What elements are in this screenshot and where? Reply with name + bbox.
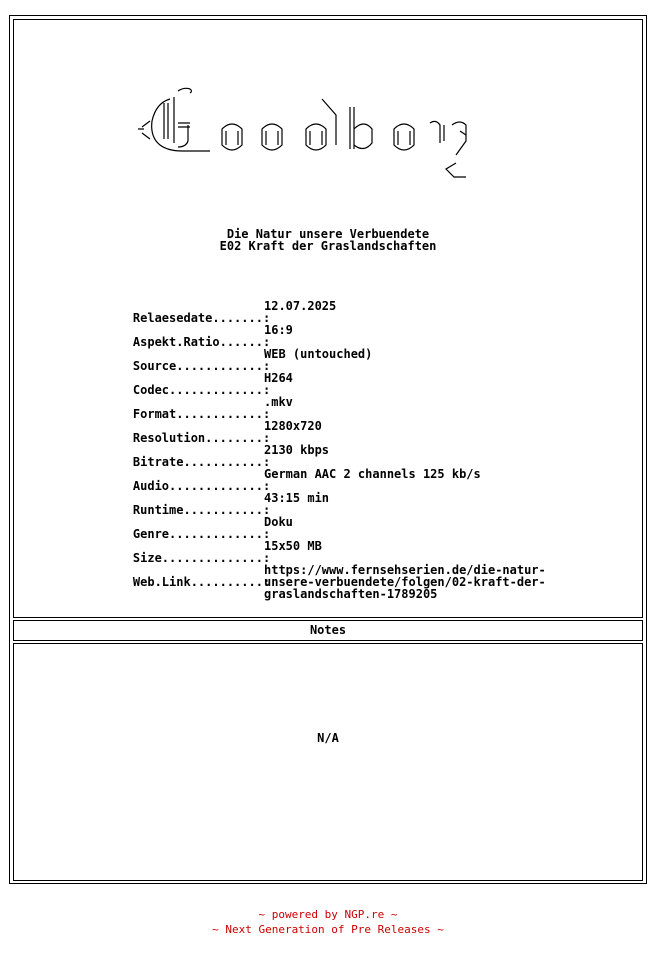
info-key: Codec.............: (132, 383, 271, 397)
footer-tagline: ~ Next Generation of Pre Releases ~ (212, 923, 444, 936)
info-row-web-link (104, 564, 624, 604)
footer-powered-by: ~ powered by NGP.re ~ (258, 908, 398, 921)
web-link[interactable]: https://www.fernsehserien.de/die-natur- unsere-verbuendete/folgen/02-kraft-der- graslandschaften-1789205 (264, 563, 546, 601)
info-value: 12.07.2025 (264, 299, 337, 313)
info-row-bitrate (104, 443, 624, 469)
info-key: Resolution........: (132, 431, 271, 445)
info-row-resolution (104, 419, 624, 445)
info-key: Aspekt.Ratio......: (132, 335, 271, 349)
info-row-size (104, 539, 624, 565)
info-key: Bitrate...........: (132, 455, 271, 469)
info-row-releasedate (104, 299, 624, 325)
info-row-audio (104, 467, 624, 493)
info-row-aspect-ratio (104, 323, 624, 349)
info-key: Format............: (132, 407, 271, 421)
info-value: 2130 kbps (264, 443, 330, 457)
info-key: Genre.............: (132, 527, 271, 541)
info-value: 43:15 min (264, 491, 330, 505)
info-value: German AAC 2 channels 125 kb/s (264, 467, 481, 481)
notes-text: N/A (317, 731, 339, 745)
info-row-runtime (104, 491, 624, 517)
info-value: .mkv (264, 395, 293, 409)
info-key: Runtime...........: (132, 503, 271, 517)
info-value: H264 (264, 371, 293, 385)
info-key: Web.Link..........: (132, 575, 271, 589)
info-key: Audio.............: (132, 479, 271, 493)
info-value: 16:9 (264, 323, 293, 337)
info-key: Source............: (132, 359, 271, 373)
info-value: 1280x720 (264, 419, 322, 433)
notes-box (13, 643, 643, 881)
release-title: Die Natur unsere Verbuendete (226, 227, 430, 241)
info-row-source (104, 347, 624, 373)
goodboy-ascii-logo (130, 85, 510, 195)
info-value: Doku (264, 515, 293, 529)
info-value: WEB (untouched) (264, 347, 373, 361)
info-row-codec (104, 371, 624, 397)
info-row-genre (104, 515, 624, 541)
info-key: Size..............: (132, 551, 271, 565)
info-row-format (104, 395, 624, 421)
info-key: Relaesedate.......: (132, 311, 271, 325)
episode-title: E02 Kraft der Graslandschaften (219, 239, 437, 253)
info-value: 15x50 MB (264, 539, 322, 553)
notes-heading: Notes (309, 623, 347, 637)
